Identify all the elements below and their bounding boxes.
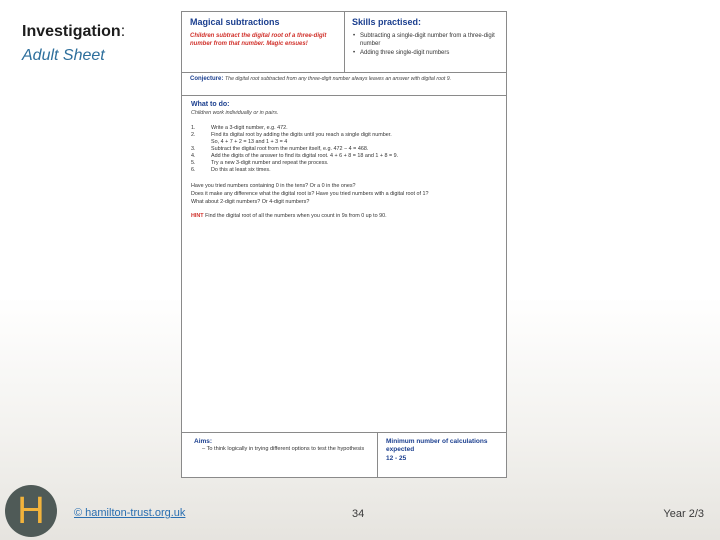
sheet-description: Children subtract the digital root of a three-digit number from that number. Magic ensues!	[190, 33, 327, 47]
copyright-link[interactable]: © hamilton-trust.org.uk	[74, 507, 186, 519]
step-item: So, 4 + 7 + 2 = 13 and 1 + 3 = 4	[211, 139, 288, 145]
minimum-value: 12 - 25	[386, 455, 407, 462]
sheet-header-left	[182, 12, 345, 72]
investigation-sheet	[181, 11, 507, 478]
hint-label: HINT	[191, 213, 204, 219]
skills-item: • Subtracting a single-digit number from a three-digit number	[360, 32, 500, 48]
step-item: 6. Do this at least six times.	[191, 167, 271, 173]
skills-list	[352, 32, 500, 57]
conjecture-section	[182, 72, 507, 95]
step-item: 5. Try a new 3-digit number and repeat the process.	[191, 160, 329, 166]
steps-list	[191, 125, 498, 174]
what-to-do-intro: Children work individually or in pairs.	[191, 110, 279, 116]
slide-title	[22, 20, 125, 68]
sheet-title: Magical subtractions	[190, 17, 280, 27]
what-to-do-title: What to do:	[191, 101, 230, 108]
page-number: 34	[352, 508, 365, 520]
conjecture-text: The digital root subtracted from any three-digit number always leaves an answer with digital root 9.	[225, 76, 452, 82]
hamilton-logo-icon	[5, 485, 57, 537]
step-item: 3. Subtract the digital root from the number itself, e.g. 472 − 4 = 468.	[191, 146, 369, 152]
questions-block	[191, 182, 498, 206]
hint-text: Find the digital root of all the numbers when you count in 9s from 0 up to 90.	[205, 213, 387, 219]
question-line: What about 2-digit numbers? Or 4-digit numbers?	[191, 199, 310, 205]
aims-section	[182, 432, 378, 477]
slide-title-main: Investigation:	[22, 23, 126, 40]
aims-text: – To think logically in trying different options to test the hypothesis	[202, 446, 365, 452]
skills-item: • Adding three single-digit numbers	[360, 49, 500, 57]
question-line: Does it make any difference what the digital root is? Have you tried numbers with a digital root of 1?	[191, 191, 429, 197]
hint-line	[191, 213, 498, 219]
aims-title: Aims:	[194, 438, 213, 445]
step-item: 4. Add the digits of the answer to find its digital root. 4 + 6 + 8 = 18 and 1 + 8 = 9.	[191, 153, 399, 159]
conjecture-label: Conjecture:	[190, 76, 224, 82]
minimum-section	[378, 432, 507, 477]
year-group-label: Year 2/3	[663, 508, 704, 520]
step-item: 2. Find its digital root by adding the digits until you reach a single digit number.	[191, 132, 392, 138]
minimum-title: Minimum number of calculations expected	[386, 438, 488, 453]
logo-letter: H	[17, 490, 45, 532]
slide-subtitle: Adult Sheet	[22, 47, 105, 64]
step-item: 1. Write a 3-digit number, e.g. 472.	[191, 125, 288, 131]
what-to-do-section	[182, 95, 507, 432]
skills-title: Skills practised:	[352, 17, 422, 27]
sheet-header-right	[345, 12, 507, 72]
question-line: Have you tried numbers containing 0 in the tens? Or a 0 in the ones?	[191, 183, 356, 189]
